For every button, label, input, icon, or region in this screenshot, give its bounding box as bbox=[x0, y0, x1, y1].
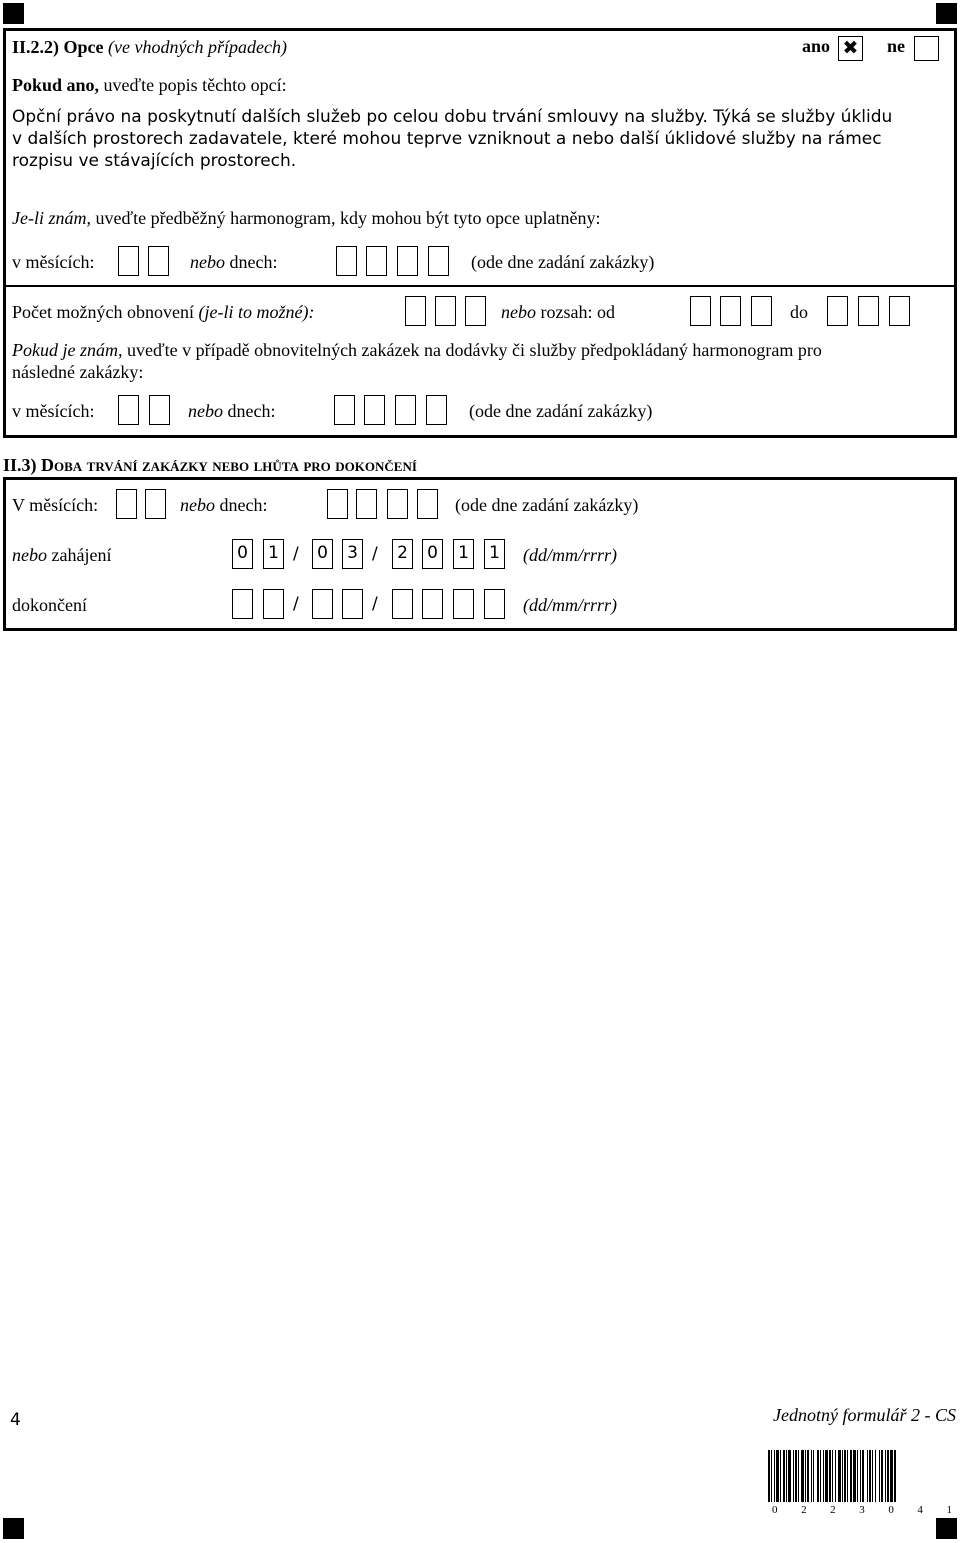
duration-section-heading bbox=[3, 455, 417, 476]
end-year-digit-box[interactable] bbox=[484, 589, 505, 619]
options-months-label: v měsících: bbox=[12, 252, 95, 272]
date-separator: / bbox=[293, 594, 299, 614]
renewals-range-to-label: do bbox=[790, 302, 808, 322]
renewal-days-digit-box[interactable] bbox=[395, 395, 416, 425]
options-days-digit-box[interactable] bbox=[397, 246, 418, 276]
no-checkbox[interactable] bbox=[914, 36, 939, 61]
start-month-digit-box[interactable]: 3 bbox=[342, 539, 363, 569]
options-schedule-label: Je-li znám, uveďte předběžný harmonogram, kdy mohou být tyto opce uplatněny: bbox=[12, 208, 601, 228]
renewals-label: Počet možných obnovení (je-li to možné): bbox=[12, 302, 315, 322]
start-date-format-note: (dd/mm/rrrr) bbox=[523, 545, 618, 565]
date-separator: / bbox=[372, 544, 378, 564]
start-day-digit-box[interactable]: 1 bbox=[263, 539, 284, 569]
renewal-days-digit-box[interactable] bbox=[364, 395, 385, 425]
barcode bbox=[768, 1450, 954, 1502]
barcode-digit: 4 bbox=[917, 1504, 923, 1516]
yes-checkbox[interactable]: ✖ bbox=[838, 36, 863, 61]
start-date-label: nebo zahájení bbox=[12, 545, 112, 565]
end-year-digit-box[interactable] bbox=[422, 589, 443, 619]
no-label: ne bbox=[887, 36, 905, 56]
options-months-digit-box[interactable] bbox=[148, 246, 169, 276]
duration-months-digit-box[interactable] bbox=[145, 489, 166, 519]
end-year-digit-box[interactable] bbox=[453, 589, 474, 619]
duration-days-digit-box[interactable] bbox=[327, 489, 348, 519]
duration-days-digit-box[interactable] bbox=[356, 489, 377, 519]
form-name: Jednotný formulář 2 - CS bbox=[773, 1405, 956, 1425]
duration-days-digit-box[interactable] bbox=[417, 489, 438, 519]
renewals-range-to-digit-box[interactable] bbox=[827, 296, 848, 326]
renewals-range-from-digit-box[interactable] bbox=[720, 296, 741, 326]
end-date-format-note: (dd/mm/rrrr) bbox=[523, 595, 618, 615]
options-days-digit-box[interactable] bbox=[366, 246, 387, 276]
page-number: 4 bbox=[10, 1410, 21, 1430]
barcode-digit: 2 bbox=[830, 1504, 836, 1516]
barcode-digit: 1 bbox=[946, 1504, 952, 1516]
options-from-award-note: (ode dne zadání zakázky) bbox=[471, 252, 655, 272]
registration-mark-bottom-left bbox=[3, 1518, 24, 1539]
date-separator: / bbox=[293, 544, 299, 564]
end-date-label: dokončení bbox=[12, 595, 87, 615]
renewals-range-from-digit-box[interactable] bbox=[690, 296, 711, 326]
options-description-line-2: v dalších prostorech zadavatele, které mohou teprve vzniknout a nebo další úklidové služby na rámec bbox=[12, 129, 882, 149]
section-number: II.3) bbox=[3, 455, 42, 475]
duration-months-digit-box[interactable] bbox=[116, 489, 137, 519]
section-title-note: (ve vhodných případech) bbox=[108, 37, 287, 57]
end-month-digit-box[interactable] bbox=[312, 589, 333, 619]
start-year-digit-box[interactable]: 0 bbox=[422, 539, 443, 569]
start-year-digit-box[interactable]: 1 bbox=[484, 539, 505, 569]
renewal-from-award-note: (ode dne zadání zakázky) bbox=[469, 401, 653, 421]
renewal-schedule-label-line-2: následné zakázky: bbox=[12, 362, 144, 382]
options-description-line-1: Opční právo na poskytnutí dalších služeb po celou dobu trvání smlouvy na služby. Týká se služby úklidu bbox=[12, 107, 893, 127]
options-months-digit-box[interactable] bbox=[118, 246, 139, 276]
renewals-count-digit-box[interactable] bbox=[435, 296, 456, 326]
options-description-line-3: rozpisu ve stávajících prostorech. bbox=[12, 151, 297, 171]
end-year-digit-box[interactable] bbox=[392, 589, 413, 619]
yes-label: ano bbox=[802, 36, 831, 56]
duration-days-digit-box[interactable] bbox=[387, 489, 408, 519]
duration-from-award-note: (ode dne zadání zakázky) bbox=[455, 495, 639, 515]
start-month-digit-box[interactable]: 0 bbox=[312, 539, 333, 569]
renewals-range-label: nebo rozsah: od bbox=[501, 302, 615, 322]
renewal-days-digit-box[interactable] bbox=[334, 395, 355, 425]
barcode-digits bbox=[772, 1504, 952, 1516]
barcode-digit: 2 bbox=[801, 1504, 807, 1516]
barcode-digit: 0 bbox=[888, 1504, 894, 1516]
renewals-count-digit-box[interactable] bbox=[465, 296, 486, 326]
options-days-label: nebo dnech: bbox=[190, 252, 278, 272]
barcode-digit: 0 bbox=[772, 1504, 778, 1516]
section-title: Opce bbox=[63, 37, 104, 57]
start-day-digit-box[interactable]: 0 bbox=[232, 539, 253, 569]
end-day-digit-box[interactable] bbox=[232, 589, 253, 619]
barcode-bar bbox=[894, 1450, 896, 1502]
options-days-digit-box[interactable] bbox=[428, 246, 449, 276]
duration-months-label: V měsících: bbox=[12, 495, 99, 515]
end-month-digit-box[interactable] bbox=[342, 589, 363, 619]
registration-mark-top-left bbox=[3, 3, 24, 24]
renewals-range-to-digit-box[interactable] bbox=[889, 296, 910, 326]
options-days-digit-box[interactable] bbox=[336, 246, 357, 276]
renewal-months-digit-box[interactable] bbox=[149, 395, 170, 425]
options-description-label: Pokud ano, uveďte popis těchto opcí: bbox=[12, 75, 287, 95]
start-year-digit-box[interactable]: 2 bbox=[392, 539, 413, 569]
renewals-range-to-digit-box[interactable] bbox=[858, 296, 879, 326]
end-day-digit-box[interactable] bbox=[263, 589, 284, 619]
section-title: Doba trvání zakázky nebo lhůta pro dokončení bbox=[41, 455, 417, 475]
options-section-heading bbox=[12, 37, 287, 58]
renewal-months-label: v měsících: bbox=[12, 401, 95, 421]
renewals-range-from-digit-box[interactable] bbox=[751, 296, 772, 326]
start-year-digit-box[interactable]: 1 bbox=[453, 539, 474, 569]
date-separator: / bbox=[372, 594, 378, 614]
section-number: II.2.2) bbox=[12, 37, 64, 57]
renewal-months-digit-box[interactable] bbox=[118, 395, 139, 425]
duration-days-label: nebo dnech: bbox=[180, 495, 268, 515]
registration-mark-top-right bbox=[936, 3, 957, 24]
renewal-days-label: nebo dnech: bbox=[188, 401, 276, 421]
renewal-schedule-label-line-1: Pokud je znám, uveďte v případě obnovitelných zakázek na dodávky či služby předpokládaný harmonogram pro bbox=[12, 340, 822, 360]
renewal-days-digit-box[interactable] bbox=[426, 395, 447, 425]
options-divider bbox=[5, 285, 955, 287]
registration-mark-bottom-right bbox=[936, 1518, 957, 1539]
renewals-count-digit-box[interactable] bbox=[405, 296, 426, 326]
barcode-digit: 3 bbox=[859, 1504, 865, 1516]
